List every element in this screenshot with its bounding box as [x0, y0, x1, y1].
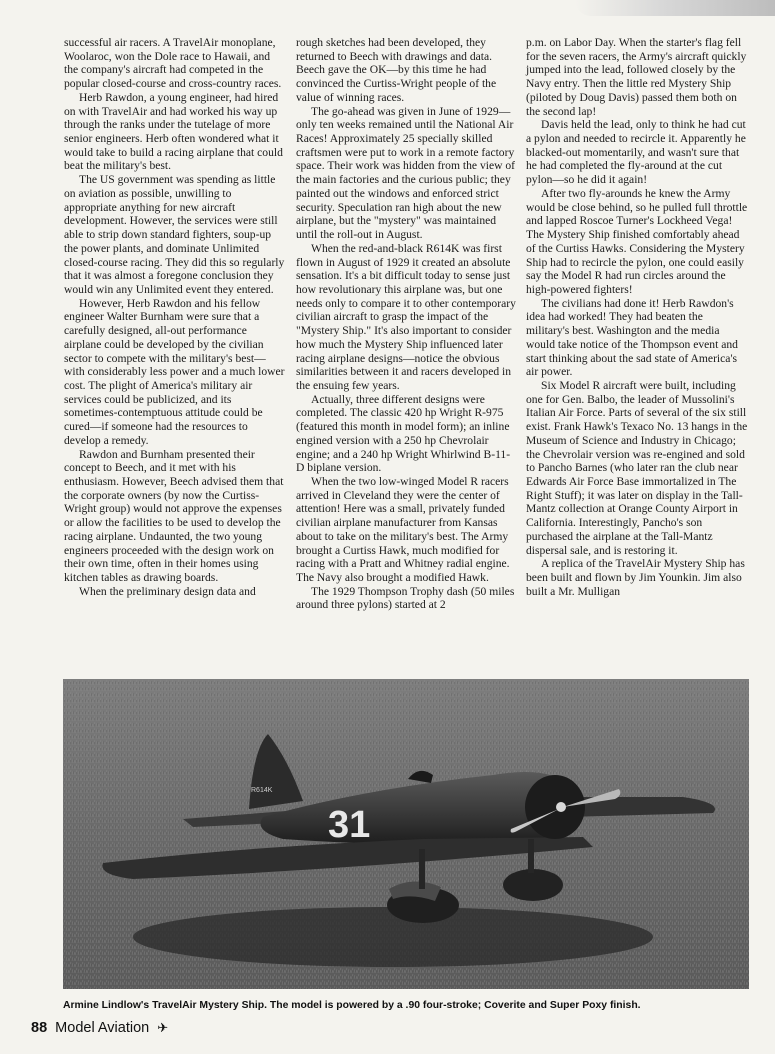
page-corner-shadow: [575, 0, 775, 16]
paragraph: The US government was spending as little on aviation as possible, unwilling to appropriate anything for new aircraft development. However, the services were still able to strip down standard fighters, soup-up the power plants, and dominate Unlimited closed-course racing. They did this so regularly that it was almost a foregone conclusion they would win any Unlimited event they entered.: [64, 173, 285, 296]
paragraph: However, Herb Rawdon and his fellow engineer Walter Burnham were sure that a carefully designed, all-out performance airplane could be developed by the civilian sector to compete with the military's best—with considerably less power and a much lower cost. The plight of America's military air services could be publicized, and its sometimes-contemptuous attitude could be cured—if someone had the resources to develop a remedy.: [64, 296, 285, 447]
mystery-ship-model-illustration: [63, 679, 749, 989]
landing-gear-strut: [528, 839, 534, 873]
paragraph: A replica of the TravelAir Mystery Ship has been built and flown by Jim Younkin. Jim also built a Mr. Mulligan: [526, 557, 745, 598]
paragraph: When the red-and-black R614K was first flown in August of 1929 it created an absolute sensation. It's a bit difficult today to sense just how revolutionary this airplane was, but one needs only to compare it to other contemporary civilian aircraft to grasp the impact of the "Mystery Ship." It's also important to consider how much the Mystery Ship influenced later racing airplane designs—notice the obvious similarities between it and racers developed in the ensuing few years.: [296, 241, 516, 392]
engine-cowl: [525, 775, 585, 839]
wheel-pant: [503, 869, 563, 901]
paragraph: Davis held the lead, only to think he had cut a pylon and needed to recircle it. Apparently he blacked-out momentarily, and wasn't sure that he had completed the fly-around at the cut pylon—so he did it again!: [526, 118, 746, 187]
propeller-spinner: [556, 802, 566, 812]
paragraph: When the preliminary design data and: [79, 584, 256, 598]
page-footer: [31, 1020, 168, 1036]
article-column-2: [296, 36, 518, 612]
paragraph: The go-ahead was given in June of 1929—only ten weeks remained until the National Air Races! Approximately 25 specially skilled craftsmen were put to work in a remote factory space. Their work was hidden from the view of the main factories and the curious public; they painted out the windows and enforced strict security. Speculation ran high about the new airplane, but the "mystery" was maintained until the roll-out in August.: [296, 104, 516, 242]
paragraph: Six Model R aircraft were built, including one for Gen. Balbo, the leader of Mussolini's Italian Air Force. Parts of several of the six still exist. Frank Hawk's Texaco No. 13 hangs in the Museum of Science and Industry in Chicago; the Chevrolair version was re-engined and sold to Pancho Barnes (who later ran the club near Edwards Air Force Base immortalized in The Right Stuff); it was later on display in the Tall-Mantz collection at Orange County Airport in California. Interestingly, Pancho's son purchased the airplane at the Tall-Mantz dispersal sale, and is restoring it.: [526, 378, 748, 557]
article-column-3: [526, 36, 748, 598]
paragraph: rough sketches had been developed, they returned to Beech with drawings and data. Beech gave the OK—by this time he had convinced the Curtiss-Wright people of the value of winning races.: [296, 36, 497, 104]
publication-name: Model Aviation: [55, 1020, 150, 1036]
airplane-photo: [63, 679, 749, 989]
tail-registration: R614K: [251, 787, 273, 794]
airplane-shadow: [133, 907, 653, 967]
paragraph: Rawdon and Burnham presented their concept to Beech, and it met with his enthusiasm. However, Beech advised them that the corporate owners (by now the Curtiss-Wright group) would not approve the expenses or allow the facilities to be used to develop the racing airplane. Undaunted, the two young engineers proceeded with the design work on their own time, often in their homes using kitchen tables as drawing boards.: [64, 447, 284, 585]
paragraph: The civilians had done it! Herb Rawdon's idea had worked! They had beaten the military's best. Washington and the media would take notice of the Thompson event and start thinking about the sad state of America's air power.: [526, 296, 738, 379]
paragraph: Herb Rawdon, a young engineer, had hired on with TravelAir and had worked his way up through the ranks under the tutelage of more senior engineers. Herb often wondered what it would take to build a racing airplane that could beat the military's best.: [64, 90, 283, 173]
paragraph: After two fly-arounds he knew the Army would be close behind, so he pulled full throttle and lapped Roscoe Turner's Lockheed Vega! The Mystery Ship finished comfortably ahead of the Curtiss Hawks. Considering the Mystery Ship had to recircle the pylon, one could easily say the Model R had run circles around the high-powered fighters!: [526, 186, 748, 296]
fuselage-number: 31: [328, 804, 371, 846]
photo-caption: Armine Lindlow's TravelAir Mystery Ship. The model is powered by a .90 four-stroke; Coverite and Super Poxy finish.: [63, 1000, 641, 1011]
paragraph: p.m. on Labor Day. When the starter's flag fell for the seven racers, the Army's aircraft quickly jumped into the lead, followed closely by the Navy entry. Then the little red Mystery Ship (piloted by Doug Davis) passed them both on the second lap!: [526, 36, 747, 118]
article-column-1: [64, 36, 286, 598]
airplane-icon: ✈: [157, 1020, 169, 1035]
page-number: 88: [31, 1020, 48, 1036]
landing-gear-strut: [419, 849, 425, 889]
paragraph: The 1929 Thompson Trophy dash (50 miles around three pylons) started at 2: [296, 584, 515, 612]
paragraph: When the two low-winged Model R racers arrived in Cleveland they were the center of attention! Here was a small, privately funded civilian airplane manufacturer from Kansas about to take on the military's best. The Army brought a Curtiss Hawk, much modified for racing with a Pratt and Whitney radial engine. The Navy also brought a modified Hawk.: [296, 475, 510, 585]
paragraph: Actually, three different designs were completed. The classic 420 hp Wright R-975 (featured this month in model form); an inline engined version with a 250 hp Chevrolair engine; and a 240 hp Wright Whirlwind B-11-D biplane version.: [296, 392, 511, 475]
paragraph: successful air racers. A TravelAir monoplane, Woolaroc, won the Dole race to Hawaii, and the company's aircraft had competed in the popular closed-course and cross-country races.: [64, 36, 282, 91]
